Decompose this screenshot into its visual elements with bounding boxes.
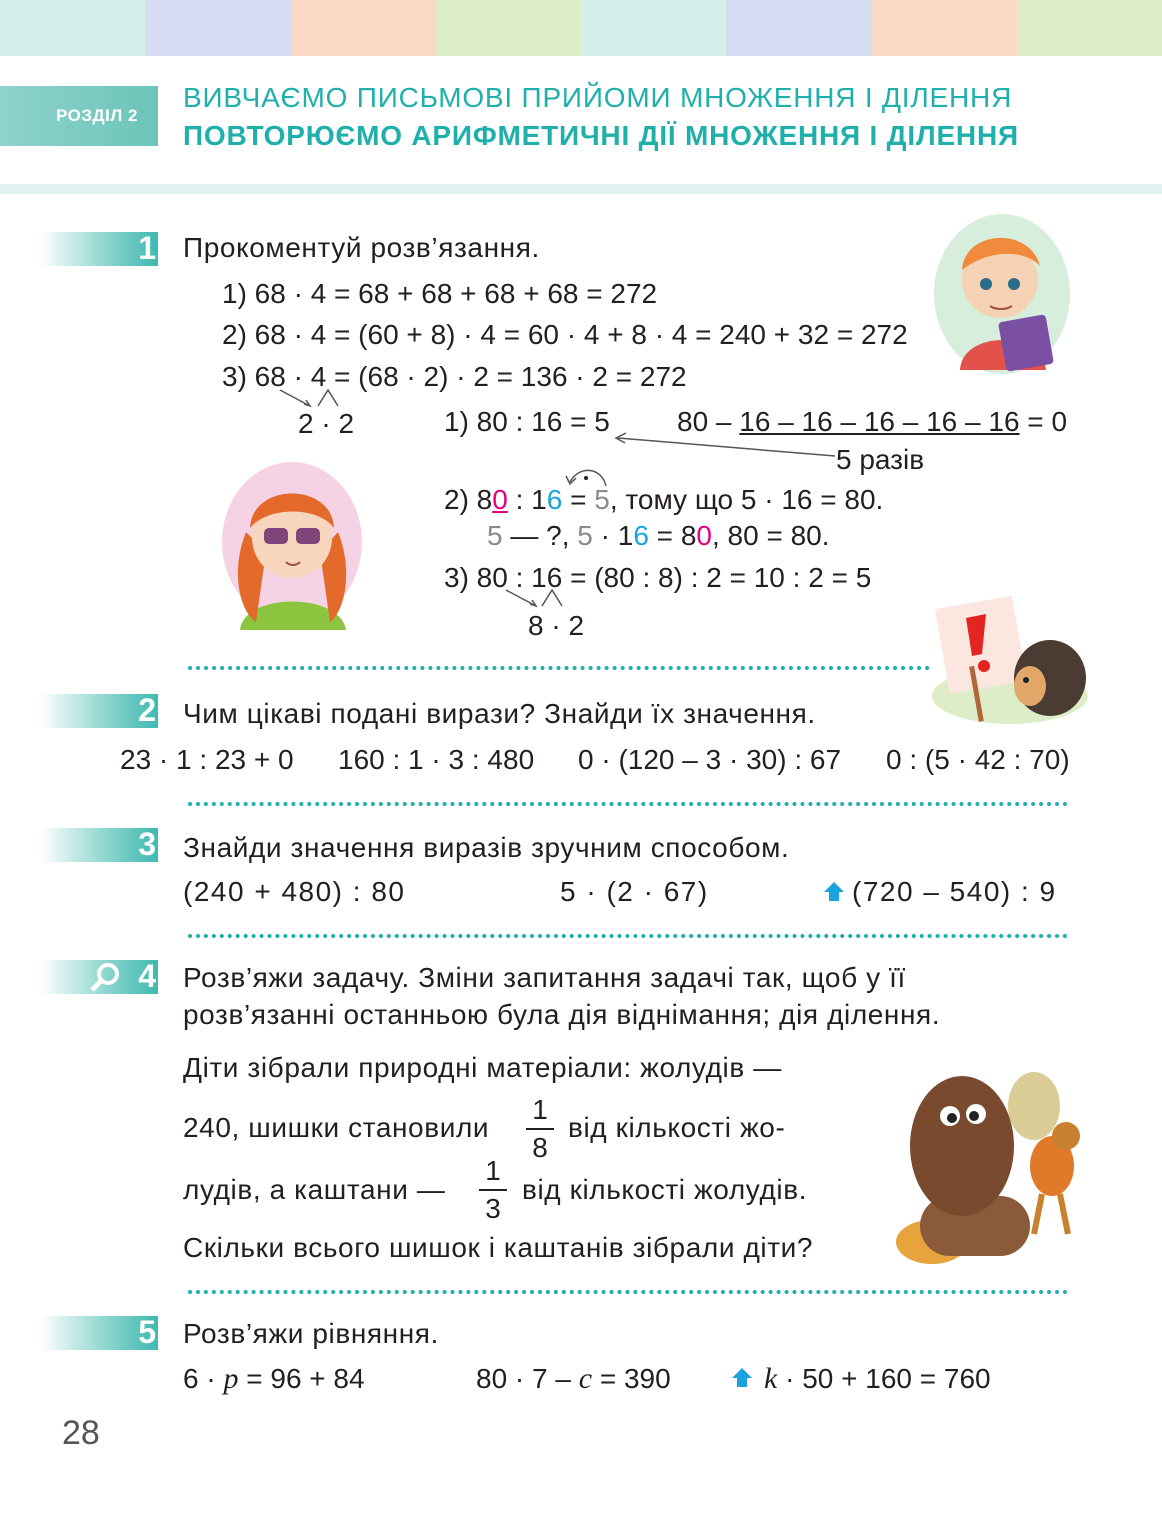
dotted-separator xyxy=(188,666,930,670)
task1-div-note: 5 разів xyxy=(836,444,925,475)
header-stripe xyxy=(726,0,872,56)
boy-illustration xyxy=(930,210,1074,378)
task4-prompt-line1: Розв’яжи задачу. Зміни запитання задачі так, щоб у її xyxy=(183,962,906,993)
task4-problem-line1: Діти зібрали природні матеріали: жолудів — xyxy=(183,1052,782,1083)
task1-div-subtraction: 80 – 16 – 16 – 16 – 16 – 16 = 0 xyxy=(677,406,1068,437)
task5-equation-3: k · 50 + 160 = 760 xyxy=(764,1362,991,1395)
fraction-one-third: 1 3 xyxy=(479,1155,507,1225)
hedgehog-illustration xyxy=(930,596,1090,726)
house-icon xyxy=(730,1366,754,1390)
header-stripe xyxy=(291,0,437,56)
girl-illustration xyxy=(220,462,365,630)
lesson-title: ПОВТОРЮЄМО АРИФМЕТИЧНІ ДІЇ МНОЖЕННЯ І ДІЛЕННЯ xyxy=(183,120,1019,151)
task4-problem-line2b: від кількості жо- xyxy=(568,1112,786,1143)
task1-mult-line3: 3) 68 · 4 = (68 · 2) · 2 = 136 · 2 = 272 xyxy=(222,361,687,392)
header-stripe xyxy=(145,0,291,56)
task4-prompt-line2: розв’язанні останньою була дія віднімання; дія ділення. xyxy=(183,999,941,1030)
task3-expression-1: (240 + 480) : 80 xyxy=(183,876,406,907)
task1-mult-line2: 2) 68 · 4 = (60 + 8) · 4 = 60 · 4 + 8 · 4 = 240 + 32 = 272 xyxy=(222,319,908,350)
task1-div3-sub: 8 · 2 xyxy=(528,610,585,641)
task1-mult-line1: 1) 68 · 4 = 68 + 68 + 68 + 68 = 272 xyxy=(222,278,658,309)
task3-expression-2: 5 · (2 · 67) xyxy=(560,876,709,907)
task2-expression-2: 160 : 1 · 3 : 480 xyxy=(338,744,535,775)
header-stripe xyxy=(436,0,582,56)
task1-mult3-sub: 2 · 2 xyxy=(298,408,355,439)
task5-equation-1: 6 · p = 96 + 84 xyxy=(183,1362,365,1395)
task2-expression-4: 0 : (5 · 42 : 70) xyxy=(886,744,1070,775)
task2-expression-1: 23 · 1 : 23 + 0 xyxy=(120,744,294,775)
dotted-separator xyxy=(188,802,1068,806)
task4-problem-question: Скільки всього шишок і каштанів зібрали діти? xyxy=(183,1232,814,1263)
task1-div-line2: 2) 80 : 16 = 5, тому що 5 · 16 = 80. xyxy=(444,484,884,515)
task4-problem-line3a: лудів, а каштани — xyxy=(183,1174,446,1205)
house-icon xyxy=(822,880,846,904)
task4-problem-line3b: від кількості жолудів. xyxy=(522,1174,808,1205)
page-number: 28 xyxy=(62,1414,100,1452)
dotted-separator xyxy=(188,934,1068,938)
task1-div-line1: 1) 80 : 16 = 5 xyxy=(444,406,610,437)
split-arrows-icon xyxy=(500,586,590,612)
task1-div-line3: 3) 80 : 16 = (80 : 8) : 2 = 10 : 2 = 5 xyxy=(444,562,872,593)
task-number-badge: 4 xyxy=(40,960,158,994)
task-number-badge: 1 xyxy=(40,232,158,266)
task-number-badge: 2 xyxy=(40,694,158,728)
pinecone-illustration xyxy=(884,1066,1094,1270)
header-stripe xyxy=(1017,0,1162,56)
header-stripe xyxy=(581,0,727,56)
chapter-title: ВИВЧАЄМО ПИСЬМОВІ ПРИЙОМИ МНОЖЕННЯ І ДІЛЕННЯ xyxy=(183,82,1013,113)
task2-expression-3: 0 · (120 – 3 · 30) : 67 xyxy=(578,744,842,775)
section-tag xyxy=(0,86,158,146)
task5-prompt: Розв’яжи рівняння. xyxy=(183,1318,439,1349)
task4-problem-line2a: 240, шишки становили xyxy=(183,1112,490,1143)
task2-prompt: Чим цікаві подані вирази? Знайди їх значення. xyxy=(183,698,816,729)
section-label: РОЗДІЛ 2 xyxy=(56,106,138,125)
task5-equation-2: 80 · 7 – c = 390 xyxy=(476,1362,671,1395)
dotted-separator xyxy=(188,1290,1068,1294)
header-stripe xyxy=(0,0,146,56)
task3-prompt: Знайди значення виразів зручним способом. xyxy=(183,832,790,863)
pointer-arrow-icon xyxy=(610,428,840,460)
magnifier-icon xyxy=(88,960,124,994)
task-number-badge: 5 xyxy=(40,1316,158,1350)
task3-expression-3: (720 – 540) : 9 xyxy=(852,876,1057,907)
task-number-badge: 3 xyxy=(40,828,158,862)
task1-prompt: Прокоментуй розв’язання. xyxy=(183,232,540,263)
fraction-one-eighth: 1 8 xyxy=(526,1094,554,1164)
task1-div-line2b: 5 — ?, 5 · 16 = 80, 80 = 80. xyxy=(487,520,830,551)
header-divider xyxy=(0,184,1162,194)
header-stripe xyxy=(872,0,1018,56)
